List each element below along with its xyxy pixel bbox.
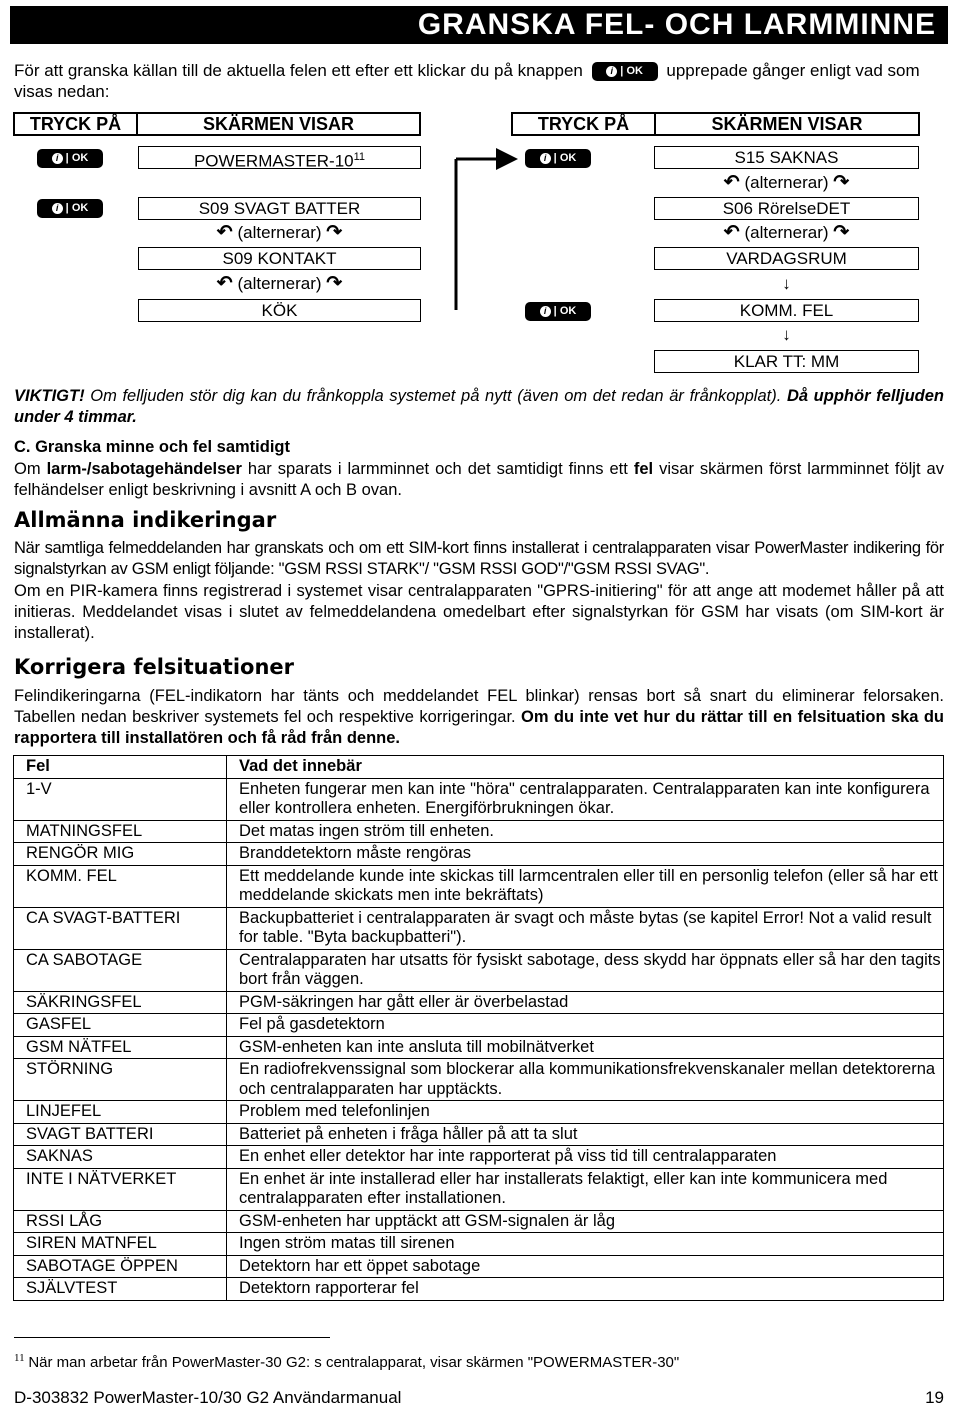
c-p2: har sparats i larmminnet och det samtidigt finns ett [241,460,634,478]
c-b1: larm-/sabotagehändelser [46,460,242,478]
rotate-left-icon: ↶ [723,222,740,243]
footnote-ref: 11 [353,151,366,163]
header-press-right: TRYCK PÅ [511,112,656,136]
screen-vardagsrum: VARDAGSRUM [654,247,919,270]
fault-code: GSM NÄTFEL [14,1036,227,1059]
info-icon: i [606,66,617,77]
korrigera-text [14,686,944,749]
fault-code: RENGÖR MIG [14,843,227,866]
header-press-left: TRYCK PÅ [13,112,138,136]
fault-description: GSM-enheten har upptäckt att GSM-signalen är låg [227,1210,944,1233]
fault-description: Centralapparaten har utsatts för fysiskt sabotage, dess skydd har öppnats eller så har den tagits bort från väggen. [227,949,944,991]
header-screen-left: SKÄRMEN VISAR [136,112,421,136]
footnote [14,1352,679,1372]
table-row [14,778,944,820]
header-screen-right: SKÄRMEN VISAR [654,112,920,136]
ok-button-4 [525,302,591,321]
table-row [14,991,944,1014]
header-fel: Fel [14,756,227,779]
alt-label: (alternerar) [744,173,829,192]
screen-komm-fel: KOMM. FEL [654,299,919,322]
fault-description: Detektorn har ett öppet sabotage [227,1255,944,1278]
screen-klar: KLAR TT: MM [654,350,919,373]
fault-description: Ingen ström matas till sirenen [227,1233,944,1256]
section-c-text [14,459,944,501]
down-arrow-icon: ↓ [782,325,791,344]
fault-description: Ett meddelande kunde inte skickas till larmcentralen eller till en personlig telefon (eller så har ett meddelande skickats men inte bekräftats) [227,865,944,907]
fault-code: KOMM. FEL [14,865,227,907]
fault-description: En radiofrekvenssignal som blockerar alla kommunikationsfrekvenskanaler mellan detektorerna och centralapparaten har upptäckts. [227,1059,944,1101]
fault-description: Backupbatteriet i centralapparaten är svagt och måste bytas (se kapitel Error! Not a valid result for table. "Byta backupbatteri"). [227,907,944,949]
important-note [14,386,944,428]
intro-before: För att granska källan till de aktuella felen ett efter ett klickar du på knappen [14,61,583,80]
fault-code: 1-V [14,778,227,820]
important-label: VIKTIGT! [14,387,85,405]
table-row [14,1278,944,1301]
fault-description: Branddetektorn måste rengöras [227,843,944,866]
alt-label: (alternerar) [744,223,829,242]
korrigera-p1: Felindikeringarna (FEL-indikatorn har tänts och meddelandet FEL blinkar) rensas bort så snart du eliminerar felorsaken. Tabellen nedan beskriver systemets fel och respektive korrigeringar. [14,687,944,726]
allmanna-p2: Om en PIR-kamera finns registrerad i systemet visar centralapparaten "GPRS-initiering" för att ange att modemet håller på att initieras. Meddelandet visas i slutet av felmeddelandena omedelbart efter signalstyrkan för GSM har visats (om SIM-kort är installerat). [14,582,944,642]
table-row [14,843,944,866]
info-icon: i [52,153,63,164]
fault-description: Fel på gasdetektorn [227,1014,944,1037]
important-text: Om felljuden stör dig kan du frånkoppla systemet på nytt (även om det redan är frånkopplat). [84,387,787,405]
table-row [14,1210,944,1233]
rotate-right-icon: ↷ [833,172,850,193]
screen-s09-kontakt: S09 KONTAKT [138,247,421,270]
fault-table [13,755,944,1301]
fault-code: CA SVAGT-BATTERI [14,907,227,949]
allmanna-p1: När samtliga felmeddelanden har granskats och om ett SIM-kort finns installerat i centralapparaten visar PowerMaster indikering för signalstyrkan av GSM enligt följande: "GSM RSSI STARK"/ "GSM RSSI GOD"/"GSM RSSI SVAG". [14,539,944,578]
table-row [14,907,944,949]
table-row [14,1233,944,1256]
fault-code: STÖRNING [14,1059,227,1101]
alternates-2 [138,273,421,294]
ok-button-1 [37,149,103,168]
ok-button-2 [37,199,103,218]
screen-kok: KÖK [138,299,421,322]
screen-s06-rorelse: S06 RörelseDET [654,197,919,220]
table-row [14,1255,944,1278]
fault-description: Problem med telefonlinjen [227,1101,944,1124]
info-ok-button [592,62,658,81]
table-row [14,1123,944,1146]
info-icon: i [540,153,551,164]
button-label: OK [559,305,577,317]
title-banner [10,6,948,44]
fault-code: CA SABOTAGE [14,949,227,991]
intro-after: upprepade gånger enligt vad som visas nedan: [14,61,920,102]
fault-description: PGM-säkringen har gått eller är överbelastad [227,991,944,1014]
table-row [14,1146,944,1169]
table-row [14,1014,944,1037]
fault-code: RSSI LÅG [14,1210,227,1233]
fault-code: SIREN MATNFEL [14,1233,227,1256]
c-p3: visar skärmen först larmminnet följt av felhändelser enligt beskrivning i avsnitt A och B ovan. [14,460,944,499]
intro-text [14,60,944,102]
alt-label: (alternerar) [237,274,322,293]
button-sep: | [65,202,69,214]
fault-description: En enhet eller detektor har inte rapporterat på viss tid till centralapparaten [227,1146,944,1169]
table-row [14,865,944,907]
fault-description: GSM-enheten kan inte ansluta till mobilnätverket [227,1036,944,1059]
rotate-right-icon: ↷ [326,273,343,294]
fault-code: INTE I NÄTVERKET [14,1168,227,1210]
alt-label: (alternerar) [237,223,322,242]
table-row [14,1101,944,1124]
important-bold: Då upphör felljuden under 4 timmar. [14,387,944,426]
rotate-right-icon: ↷ [326,222,343,243]
button-sep: | [553,152,557,164]
footnote-text: När man arbetar från PowerMaster-30 G2: s centralapparat, visar skärmen "POWERMASTER-30" [28,1354,680,1371]
screen-powermaster-text: POWERMASTER-10 [193,151,354,171]
fault-description: Enheten fungerar men kan inte "höra" centralapparaten. Centralapparaten kan inte konfigurera eller kontrollera enheten. Energiförbrukningen ökar. [227,778,944,820]
fault-code: SAKNAS [14,1146,227,1169]
button-sep: | [620,65,624,78]
alternates-3 [654,172,919,193]
ok-button-3 [525,149,591,168]
down-arrow-icon: ↓ [782,274,791,293]
korrigera-heading: Korrigera felsituationer [14,655,295,679]
fault-description: Detektorn rapporterar fel [227,1278,944,1301]
alternates-1 [138,222,421,243]
fault-description: Batteriet på enheten i fråga håller på att ta slut [227,1123,944,1146]
button-label: OK [559,152,577,164]
screen-powermaster [138,146,421,169]
table-header-row [14,756,944,779]
fault-code: SÄKRINGSFEL [14,991,227,1014]
button-sep: | [65,152,69,164]
screen-s09-svagt: S09 SVAGT BATTER [138,197,421,220]
fault-code: SABOTAGE ÖPPEN [14,1255,227,1278]
button-label: OK [71,202,89,214]
table-row [14,820,944,843]
button-label: OK [71,152,89,164]
fault-code: SJÄLVTEST [14,1278,227,1301]
table-row [14,1036,944,1059]
allmanna-heading: Allmänna indikeringar [14,508,277,532]
rotate-left-icon: ↶ [216,222,233,243]
fault-code: SVAGT BATTERI [14,1123,227,1146]
rotate-left-icon: ↶ [723,172,740,193]
info-icon: i [52,203,63,214]
footnote-divider [14,1337,330,1338]
footer-doc-id: D-303832 PowerMaster-10/30 G2 Användarmanual [14,1388,402,1407]
table-row [14,949,944,991]
fault-code: LINJEFEL [14,1101,227,1124]
button-sep: | [553,305,557,317]
button-label: OK [626,65,643,78]
header-meaning: Vad det innebär [227,756,944,779]
footnote-number: 11 [14,1352,25,1364]
table-row [14,1168,944,1210]
section-c-heading: C. Granska minne och fel samtidigt [14,438,290,456]
c-p1: Om [14,460,47,478]
fault-code: MATNINGSFEL [14,820,227,843]
flow-arrow [420,140,520,320]
fault-code: GASFEL [14,1014,227,1037]
info-icon: i [540,306,551,317]
korrigera-bold: Om du inte vet hur du rättar till en felsituation ska du rapportera till installatören och få råd från denne. [14,708,945,747]
table-row [14,1059,944,1101]
rotate-right-icon: ↷ [833,222,850,243]
c-b2: fel [633,460,654,478]
rotate-left-icon: ↶ [216,273,233,294]
fault-description: Det matas ingen ström till enheten. [227,820,944,843]
screen-s15-saknas: S15 SAKNAS [654,146,919,169]
page-title: GRANSKA FEL- OCH LARMMINNE [417,8,936,41]
page-number: 19 [925,1388,944,1407]
alternates-4 [654,222,919,243]
fault-description: En enhet är inte installerad eller har installerats felaktigt, eller kan inte kommunicera med centralapparaten efter installationen. [227,1168,944,1210]
